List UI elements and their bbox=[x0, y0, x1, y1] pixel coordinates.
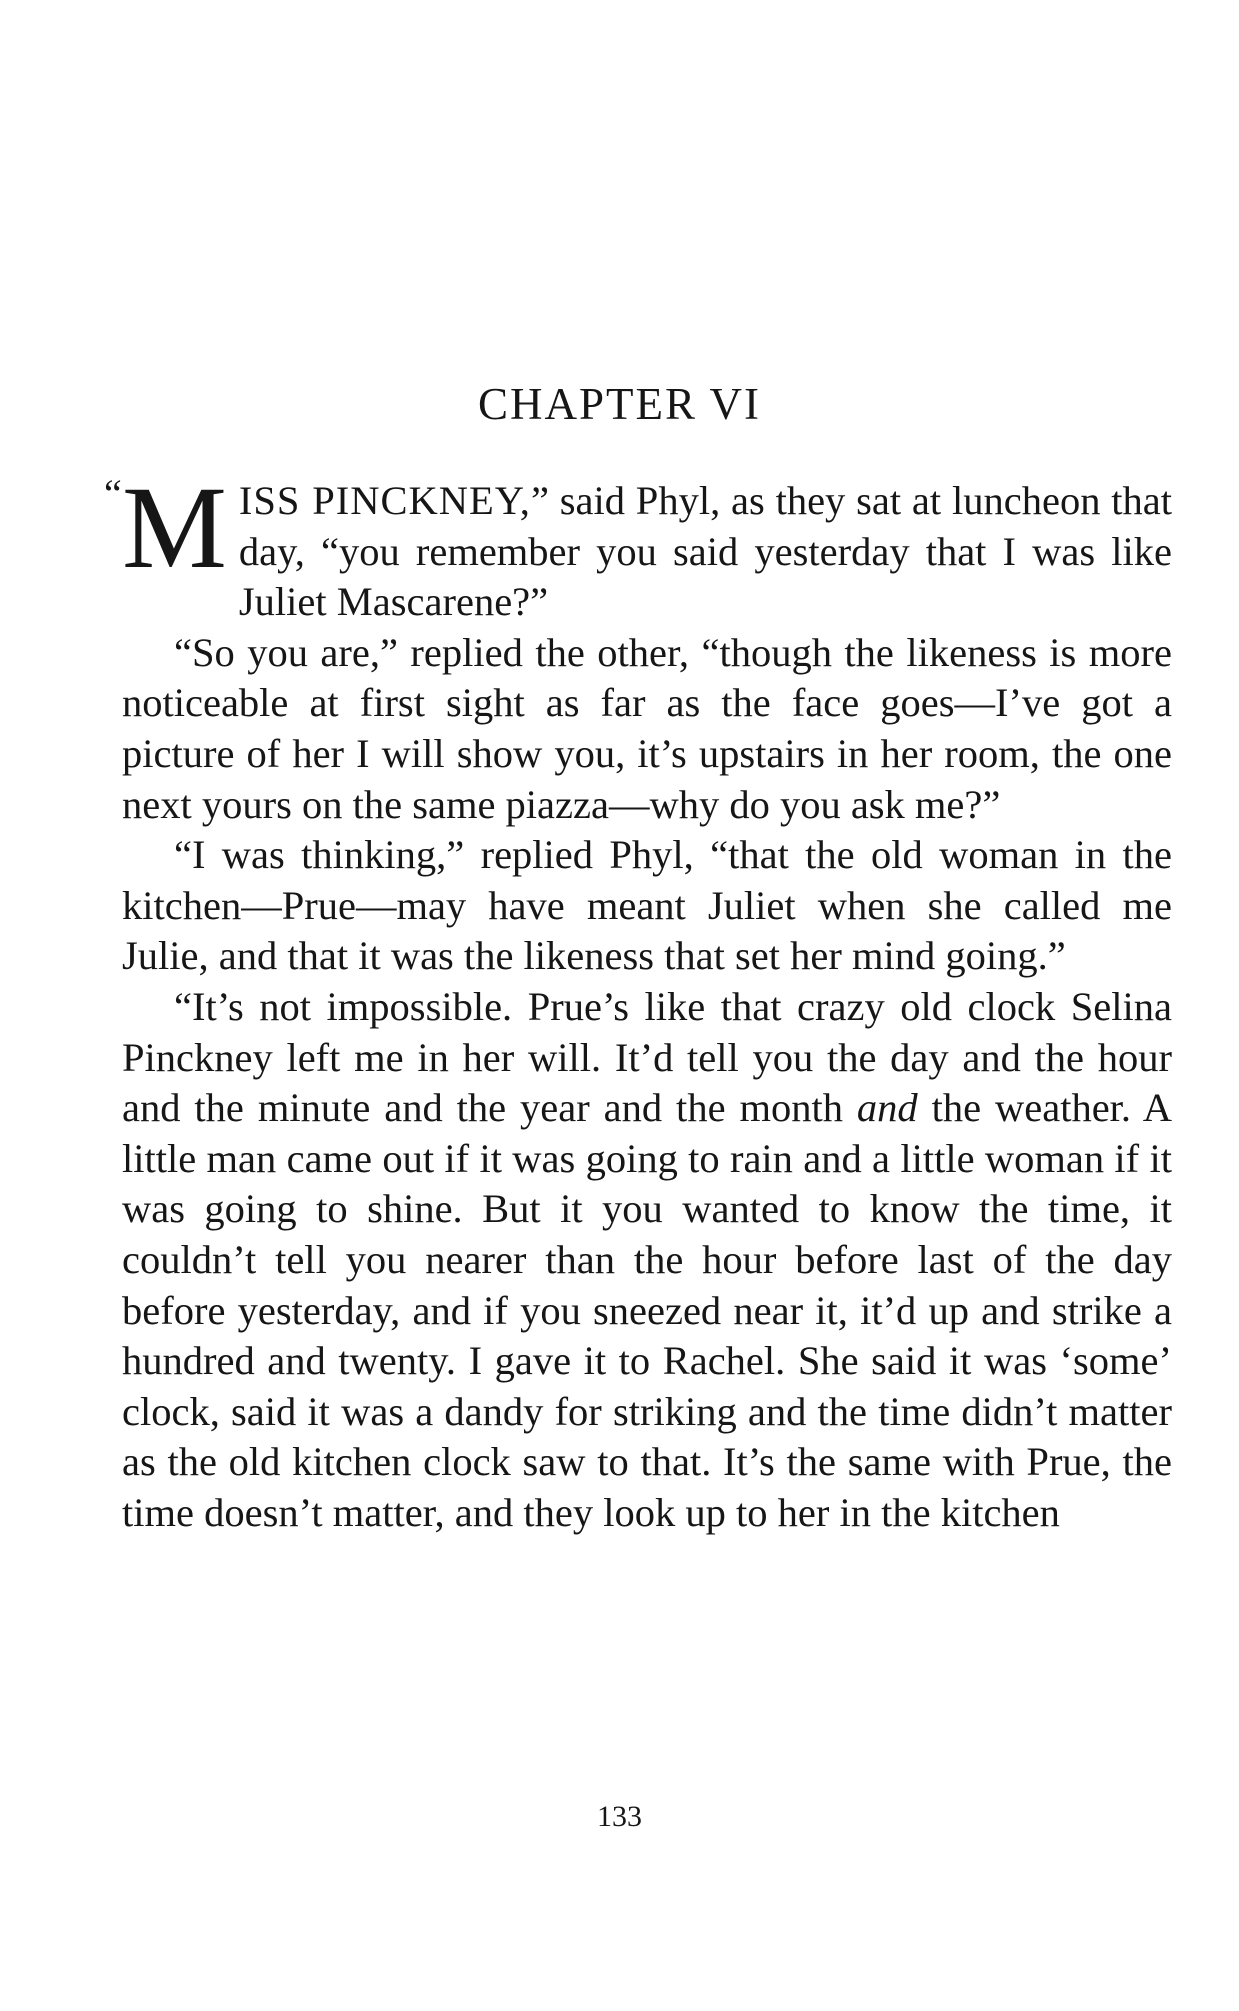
paragraph-1-lead-caps: ISS PINCKNEY, bbox=[238, 478, 531, 523]
paragraph-2: “So you are,” replied the other, “though the likeness is more noticeable at first sight as far as the face goes—I’ve got a picture of her I will show you, it’s upstairs in her room, the one next yours on the same piazza—why do you ask me?” bbox=[122, 629, 1172, 827]
paragraph-1-text: ” said Phyl, as they sat at luncheon that day, “you remember you said yesterday that I was like Juliet Mascarene?” bbox=[238, 478, 1172, 625]
opening-quote-mark: “ bbox=[104, 471, 122, 516]
page-number: 133 bbox=[597, 1800, 642, 1833]
drop-cap-letter: M bbox=[122, 462, 227, 593]
paragraph-4-text-start: “It’s not impossible. Prue’s like that crazy old clock Selina Pinckney left me in her will. It’d tell you the day and the hour and the minute and the year and the month bbox=[122, 983, 1172, 1131]
paragraph-3: “I was thinking,” replied Phyl, “that the old woman in the kitchen—Prue—may have meant Juliet when she called me Julie, and that it was the likeness that set her mind going.” bbox=[122, 832, 1172, 979]
paragraph-4-italic-word: and bbox=[856, 1085, 918, 1131]
paragraph-4-text-end: the weather. A little man came out if it was going to rain and a little woman if it was going to shine. But it you wanted to know the time, it couldn’t tell you nearer than the hour before last of the day before yesterday, and if you sneezed near it, it’d up and strike a hundred and twenty. I gave it to Rachel. She said it was ‘some’ clock, said it was a dandy for striking and the time didn’t matter as the old kitchen clock saw to that. It’s the same with Prue, the time doesn’t matter, and they look up to her in the kitchen bbox=[122, 1085, 1172, 1535]
paragraph-1 bbox=[104, 462, 1172, 628]
chapter-heading: CHAPTER VI bbox=[478, 379, 761, 429]
paragraph-4 bbox=[122, 982, 1172, 1539]
body-text bbox=[104, 462, 1172, 1538]
